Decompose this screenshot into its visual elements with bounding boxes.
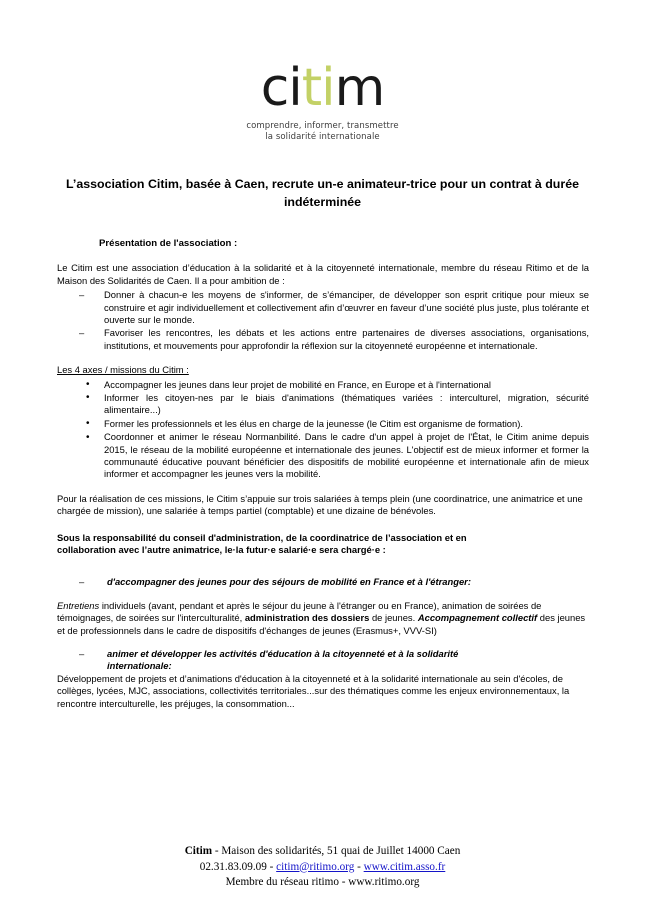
logo-text-m: m — [334, 58, 385, 118]
citim-logo — [0, 0, 645, 143]
page-title — [62, 176, 583, 211]
spacer — [57, 589, 589, 600]
page-footer — [0, 844, 645, 890]
presentation-list — [57, 289, 589, 352]
responsibility-block — [57, 532, 589, 557]
spacer — [57, 556, 589, 576]
list-item: – d'accompagner des jeunes pour des séjours de mobilité en France et à l'étranger: — [57, 576, 589, 588]
presentation-intro: Le Citim est une association d’éducation à la solidarité et à la citoyenneté internationale, membre du réseau Ritimo et de la Maison des Solidarités de Caen. Il a pour ambition de : — [57, 262, 589, 286]
mission1-text-4: de jeunes. — [369, 612, 418, 624]
staffing-paragraph: Pour la réalisation de ces missions, le Citim s’appuie sur trois salariées à temps plein (une coordinatrice, une animatrice et une chargée de mission), une salariée à temps partiel (comptable) et une dizaine de bénévoles. — [57, 492, 583, 517]
mission1-text-6: des jeunes et de professionnels dans le cadre de dispositifs d'échanges de jeunes (Erasmus+, VVV-SI) — [57, 612, 586, 636]
section-heading-axes — [57, 364, 589, 376]
list-item: – Favoriser les rencontres, les débats et les actions entre partenaires de diverses associations, organisations, institutions, et mouvements pour approfondir la réflexion sur la citoyenneté européenne et internationale. — [57, 327, 589, 352]
footer-network-line: Membre du réseau ritimo - www.ritimo.org — [225, 875, 420, 888]
page-title-line2: un contrat à durée indéterminée — [283, 177, 579, 210]
logo-tagline-line2: la solidarité internationale — [265, 132, 380, 143]
mission2-bullet-line2: internationale: — [107, 660, 172, 672]
footer-address: - Maison des solidarités, 51 quai de Juillet 14000 Caen — [212, 845, 461, 858]
list-item: • Former les professionnels et les élus en charge de la jeunesse (le Citim est organisme de formation). — [57, 418, 589, 430]
mission1-bold-phrase: administration des dossiers — [244, 612, 370, 624]
mission2-description: Développement de projets et d’animations d'éducation à la citoyenneté et à la solidarité internationale au sein d'écoles, de collèges, lycées, MJC, associations, collectivités territoriales...sur des thématiques comme les enjeux environnementaux, la rencontre interculturelle, les préjuges, la consommation... — [57, 672, 570, 709]
list-item — [57, 648, 589, 673]
list-item: • Coordonner et animer le réseau Normanbilité. Dans le cadre d'un appel à projet de l'État, le Citim anime depuis 2015, le réseau de la mobilité européenne et internationale des jeunes. L'objectif est de mieux informer et former la communauté éducative pouvant bénéficier des dispositifs de mobilité européenne et internationale afin de mieux informer et accompagner les jeunes vers la mobilité. — [57, 431, 589, 481]
list-item: – Donner à chacun-e les moyens de s'informer, de s’émanciper, de développer son esprit critique pour mieux se construire et agir individuellement et collectivement afin d’œuvrer en faveur d’une société plus juste, plus tolérante et ouverte sur le monde. — [57, 289, 589, 326]
mission1-italic-lead: Entretiens — [57, 599, 100, 611]
mission1-description — [57, 600, 589, 637]
page-title-line1: L’association Citim, basée à Caen, recrute un-e animateur-trice pour — [66, 177, 468, 192]
mission1-bullet-list — [57, 576, 589, 588]
footer-website-link[interactable]: www.citim.asso.fr — [363, 860, 446, 873]
mission1-bolditalic-phrase: Accompagnement collectif — [417, 612, 538, 624]
logo-text-ti: ti — [301, 58, 335, 118]
footer-contact-line — [0, 860, 645, 875]
mission2-bullet-line1: animer et développer les activités d'éducation à la citoyenneté et à la solidarité — [107, 648, 459, 660]
logo-tagline-line1: comprendre, informer, transmettre — [246, 121, 399, 131]
logo-tagline — [0, 121, 645, 143]
mission2-bullet-list — [57, 648, 589, 673]
footer-email-link[interactable]: citim@ritimo.org — [276, 860, 355, 873]
list-item: • Accompagner les jeunes dans leur projet de mobilité en France, en Europe et à l'international — [57, 379, 589, 391]
mission1-text-2: individuels (avant, pendant et après le séjour du jeune à l'étranger ou en France), animation de soirées de témoignages, de soirées sur l'interculturalité, — [57, 599, 542, 624]
logo-wordmark — [260, 58, 385, 118]
spacer — [57, 637, 589, 648]
footer-phone: 02.31.83.09.09 - — [199, 860, 277, 873]
logo-text-ci: ci — [260, 58, 302, 118]
section-heading-presentation: Présentation de l'association : — [99, 237, 238, 249]
list-item: • Informer les citoyen-nes par le biais d'animations (thématiques variées : interculturel, migration, sécurité alimentaire...) — [57, 392, 589, 417]
axes-list — [57, 379, 589, 481]
footer-separator: - — [354, 860, 364, 873]
responsibility-line2: collaboration avec l’autre animatrice, le·la futur·e salarié·e sera chargé·e : — [57, 544, 386, 556]
document-body — [57, 238, 589, 710]
responsibility-line1: Sous la responsabilité du conseil d'administration, de la coordinatrice de l’association et en — [57, 531, 467, 543]
axes-heading-text: Les 4 axes / missions du Citim : — [57, 364, 189, 376]
footer-address-line — [0, 844, 645, 859]
footer-org-name: Citim — [184, 845, 213, 858]
